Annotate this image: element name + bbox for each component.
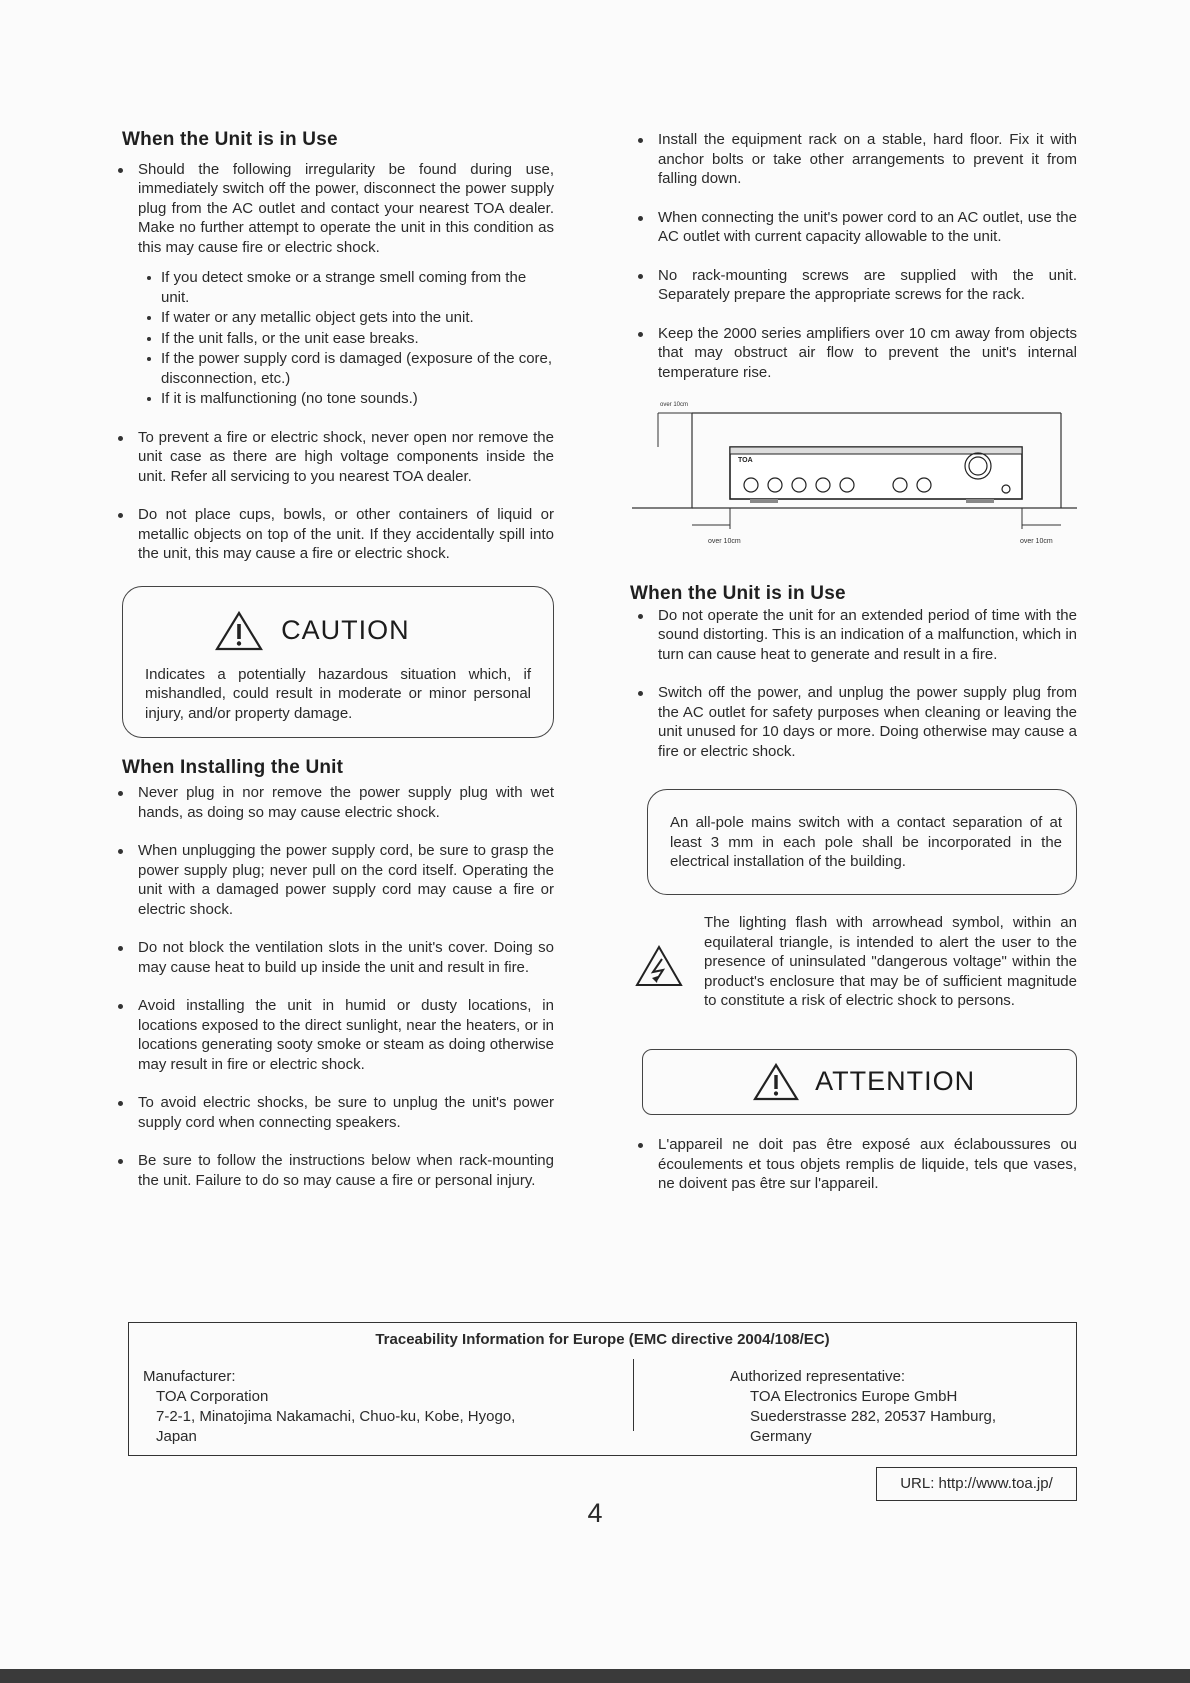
rack-bullet: No rack-mounting screws are supplied with the unit. Separately prepare the appropriate screws for the rack.	[632, 266, 1077, 305]
footer-divider	[633, 1359, 634, 1431]
lightning-flash-icon	[635, 945, 683, 987]
attention-bullet: L'appareil ne doit pas être exposé aux éclaboussures ou écoulements et tous objets remplis de liquide, tels que vases, ne doivent pas être sur l'appareil.	[632, 1135, 1077, 1194]
rack-bullet: Keep the 2000 series amplifiers over 10 cm away from objects that may obstruct air flow to prevent the unit's internal temperature rise.	[632, 324, 1077, 383]
representative-line: Suederstrasse 282, 20537 Hamburg,	[750, 1408, 996, 1425]
use-subitem: If the unit falls, or the unit ease breaks.	[145, 329, 554, 349]
attention-title: ATTENTION	[815, 1066, 976, 1097]
install-bullet: Be sure to follow the instructions below when rack-mounting the unit. Failure to do so may cause a fire or personal injury.	[112, 1151, 554, 1190]
right-column	[632, 130, 1077, 1213]
manufacturer-line: 7-2-1, Minatojima Nakamachi, Chuo-ku, Kobe, Hyogo,	[156, 1408, 516, 1425]
lightning-text: The lighting flash with arrowhead symbol, within an equilateral triangle, is intended to alert the user to the presence of uninsulated "dangerous voltage" within the product's enclosure that may be of sufficient magnitude to constitute a risk of electric shock to persons.	[704, 914, 1077, 1009]
heading-install: When Installing the Unit	[122, 756, 344, 778]
mains-note-box	[647, 789, 1077, 895]
rack-bullet: Install the equipment rack on a stable, hard floor. Fix it with anchor bolts or take other arrangements to prevent it from falling down.	[632, 130, 1077, 189]
warning-triangle-icon	[753, 1063, 799, 1101]
install-bullet: Avoid installing the unit in humid or dusty locations, in locations exposed to the direct sunlight, near the heaters, or in locations generating sooty smoke or steam as doing otherwise may result in fire or electric shock.	[112, 996, 554, 1074]
use-bullet: Should the following irregularity be found during use, immediately switch off the power, disconnect the power supply plug from the AC outlet and contact your nearest TOA dealer. Make no further attempt to operate the unit in this condition as this may cause fire or electric shock.	[112, 160, 554, 258]
caution-title: CAUTION	[281, 614, 410, 645]
manufacturer-line: TOA Corporation	[156, 1388, 269, 1405]
use-subitem: If the power supply cord is damaged (exposure of the core, disconnection, etc.)	[145, 349, 554, 388]
scan-edge-bar	[0, 1669, 1190, 1683]
use-subitem: If you detect smoke or a strange smell coming from the unit.	[145, 268, 554, 307]
diagram-label-top: over 10cm	[660, 402, 689, 408]
rack-bullet: When connecting the unit's power cord to an AC outlet, use the AC outlet with current capacity allowable to the unit.	[632, 208, 1077, 247]
use-subitem: If it is malfunctioning (no tone sounds.)	[145, 389, 554, 409]
amplifier-unit	[730, 447, 1022, 499]
use-bullet-right: Do not operate the unit for an extended period of time with the sound distorting. This is an indication of a malfunction, which in turn can cause heat to generate and result in a fire.	[632, 606, 1077, 665]
manufacturer-block	[143, 1367, 515, 1447]
warning-triangle-icon	[215, 611, 263, 651]
manufacturer-line: Japan	[156, 1428, 197, 1445]
lightning-notice	[632, 913, 1077, 1037]
representative-label: Authorized representative:	[730, 1368, 906, 1385]
heading-use-right: When the Unit is in Use	[630, 583, 846, 604]
traceability-box	[128, 1322, 1077, 1456]
install-bullet: Never plug in nor remove the power supply plug with wet hands, as doing so may cause electric shock.	[112, 783, 554, 822]
diagram-label-right: over 10cm	[1020, 538, 1053, 545]
representative-line: TOA Electronics Europe GmbH	[750, 1388, 958, 1405]
traceability-title: Traceability Information for Europe (EMC directive 2004/108/EC)	[375, 1331, 830, 1348]
use-sublist	[112, 268, 554, 409]
caution-text: Indicates a potentially hazardous situation which, if mishandled, could result in moderate or minor personal injury, and/or property damage.	[145, 665, 531, 722]
install-bullet: Do not block the ventilation slots in the unit's cover. Doing so may cause heat to build up inside the unit and result in fire.	[112, 938, 554, 977]
representative-line: Germany	[750, 1428, 812, 1445]
diagram-label-left: over 10cm	[708, 538, 741, 545]
use-subitem: If water or any metallic object gets into the unit.	[145, 308, 554, 328]
left-column	[112, 130, 554, 1209]
clearance-diagram	[632, 390, 1077, 560]
representative-block	[730, 1367, 996, 1447]
url-box: URL: http://www.toa.jp/	[876, 1467, 1077, 1501]
attention-box	[642, 1049, 1077, 1115]
caution-header	[123, 587, 553, 651]
caution-box	[122, 586, 554, 738]
mains-note-text: An all-pole mains switch with a contact separation of at least 3 mm in each pole shall be incorporated in the electrical installation of the building.	[670, 814, 1062, 870]
install-bullet: To avoid electric shocks, be sure to unplug the unit's power supply cord when connecting speakers.	[112, 1093, 554, 1132]
heading-use: When the Unit is in Use	[122, 129, 338, 150]
unit-brand: TOA	[738, 457, 753, 464]
manufacturer-label: Manufacturer:	[143, 1368, 236, 1385]
install-bullet: When unplugging the power supply cord, be sure to grasp the power supply plug; never pull on the cord itself. Operating the unit with a damaged power supply cord may cause a fire or electric shock.	[112, 841, 554, 919]
use-bullet: Do not place cups, bowls, or other containers of liquid or metallic objects on top of the unit. If they accidentally spill into the unit, this may cause a fire or electric shock.	[112, 505, 554, 564]
use-bullet-right: Switch off the power, and unplug the power supply plug from the AC outlet for safety purposes when cleaning or leaving the unit unused for 10 days or more. Doing otherwise may cause a fire or electric shock.	[632, 683, 1077, 761]
use-bullet: To prevent a fire or electric shock, never open nor remove the unit case as there are high voltage components inside the unit. Refer all servicing to you nearest TOA dealer.	[112, 428, 554, 487]
page-number: 4	[587, 1498, 603, 1528]
